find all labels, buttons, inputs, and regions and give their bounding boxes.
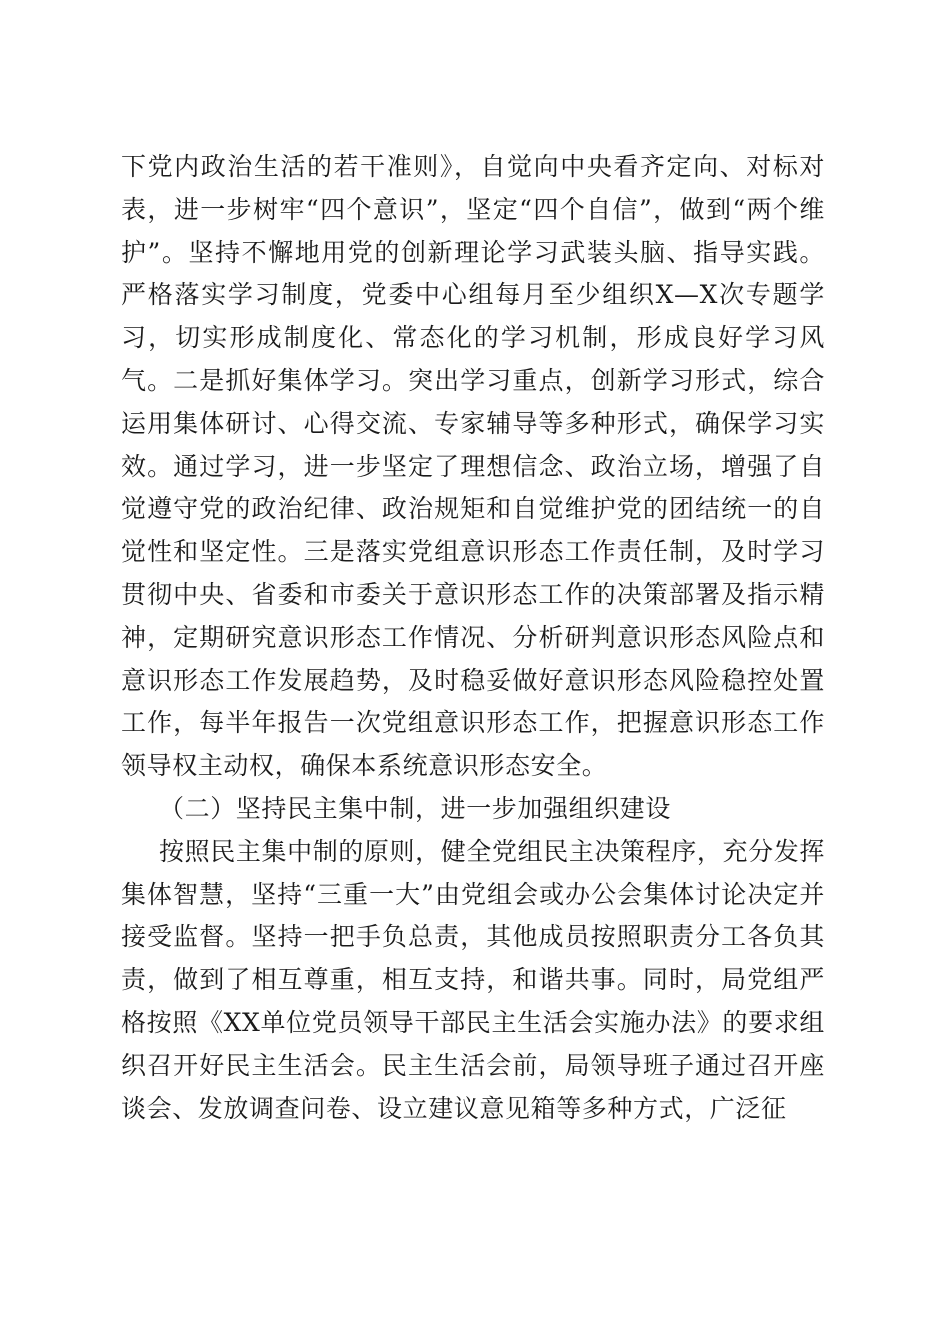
paragraph-democratic-centralism: 按照民主集中制的原则，健全党组民主决策程序，充分发挥集体智慧，坚持“三重一大”由党组会或办公会集体讨论决定并接受监督。坚持一把手负总责，其他成员按照职责分工各负其责，做到了相互尊重，相互支持，和谐共事。同时，局党组严格按照《XX单位党员领导干部民主生活会实施办法》的要求组织召开好民主生活会。民主生活会前，局领导班子通过召开座谈会、发放调查问卷、设立建议意见箱等多种方式，广泛征	[121, 836, 825, 1123]
paragraph-continued-study: 下党内政治生活的若干准则》，自觉向中央看齐定向、对标对表，进一步树牢“四个意识”，坚定“四个自信”，做到“两个维护”。坚持不懈地用党的创新理论学习武装头脑、指导实践。严格落实学习制度，党委中心组每月至少组织X—X次专题学习，切实形成制度化、常态化的学习机制，形成良好学习风气。二是抓好集体学习。突出学习重点，创新学习形式，综合运用集体研讨、心得交流、专家辅导等多种形式，确保学习实效。通过学习，进一步坚定了理想信念、政治立场，增强了自觉遵守党的政治纪律、政治规矩和自觉维护党的团结统一的自觉性和坚定性。三是落实党组意识形态工作责任制，及时学习贯彻中央、省委和市委关于意识形态工作的决策部署及指示精神，定期研究意识形态工作情况、分析研判意识形态风险点和意识形态工作发展趋势，及时稳妥做好意识形态风险稳控处置工作，每半年报告一次党组意识形态工作，把握意识形态工作领导权主动权，确保本系统意识形态安全。	[121, 152, 825, 781]
section-heading-democratic-centralism: （二）坚持民主集中制，进一步加强组织建设	[159, 793, 672, 823]
document-body	[121, 146, 825, 1130]
